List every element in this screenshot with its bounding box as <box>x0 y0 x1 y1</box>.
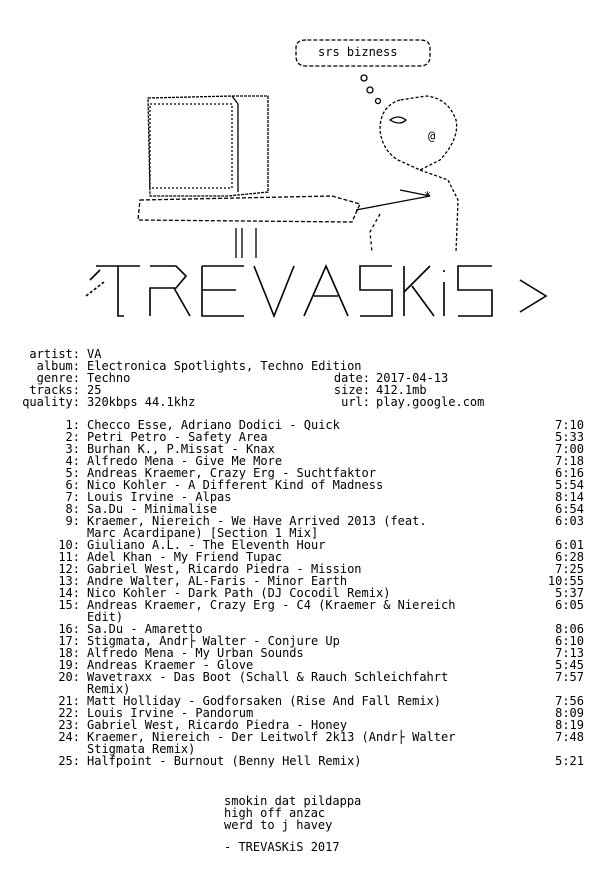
track-title: Sa.Du - Minimalise <box>87 502 218 516</box>
track-duration: 10:55 <box>547 574 584 588</box>
track-title: Alfredo Mena - Give Me More <box>87 454 283 468</box>
size-value: 412.1mb <box>376 383 427 397</box>
url-value: play.google.com <box>376 395 485 409</box>
trevaskis-logo <box>86 266 546 316</box>
track-number: 7: <box>65 490 80 504</box>
track-row <box>0 599 600 623</box>
track-number: 23: <box>58 718 80 732</box>
track-duration: 8:09 <box>555 706 584 720</box>
track-title: Halfpoint - Burnout (Benny Hell Remix) <box>87 754 362 768</box>
track-title: Kraemer, Niereich - We Have Arrived 2013 (feat. Marc Acardipane) [Section 1 Mix] <box>87 514 427 540</box>
person-head <box>380 96 457 170</box>
track-duration: 7:25 <box>555 562 584 576</box>
track-duration: 6:16 <box>555 466 584 480</box>
track-row <box>0 515 600 539</box>
track-number: 2: <box>65 430 80 444</box>
track-duration: 5:37 <box>555 586 584 600</box>
track-number: 24: <box>58 730 80 744</box>
track-duration: 6:10 <box>555 634 584 648</box>
track-title: Gabriel West, Ricardo Piedra - Honey <box>87 718 348 732</box>
track-title: Alfredo Mena - My Urban Sounds <box>87 646 304 660</box>
tracks-label: tracks: <box>29 383 80 397</box>
track-row <box>0 731 600 755</box>
track-title: Andreas Kraemer, Crazy Erg - Suchtfaktor <box>87 466 376 480</box>
track-duration: 7:13 <box>555 646 584 660</box>
track-number: 8: <box>65 502 80 516</box>
url-label: url: <box>341 395 370 409</box>
person-body <box>420 170 458 252</box>
speech-bubble-text: srs bizness <box>318 45 398 59</box>
track-title: Wavetraxx - Das Boot (Schall & Rauch Schleichfahrt Remix) <box>87 670 449 696</box>
track-number: 20: <box>58 670 80 684</box>
track-title: Andreas Kraemer, Crazy Erg - C4 (Kraemer & Niereich Edit) <box>87 598 456 624</box>
album-value: Electronica Spotlights, Techno Edition <box>87 359 362 373</box>
quality-value: 320kbps 44.1khz <box>87 395 196 409</box>
track-title: Stigmata, Andr├ Walter - Conjure Up <box>87 634 340 648</box>
track-duration: 8:06 <box>555 622 584 636</box>
tracks-value: 25 <box>87 383 102 397</box>
track-duration: 7:57 <box>555 670 584 684</box>
track-title: Louis Irvine - Alpas <box>87 490 232 504</box>
track-duration: 5:45 <box>555 658 584 672</box>
quality-label: quality: <box>22 395 80 409</box>
track-title: Nico Kohler - A Different Kind of Madness <box>87 478 384 492</box>
track-title: Andreas Kraemer - Glove <box>87 658 254 672</box>
genre-value: Techno <box>87 371 131 385</box>
track-number: 19: <box>58 658 80 672</box>
footer-line-3: werd to j havey <box>224 818 333 832</box>
track-duration: 6:03 <box>555 514 584 528</box>
track-number: 6: <box>65 478 80 492</box>
track-title: Adel Khan - My Friend Tupac <box>87 550 283 564</box>
track-title: Burhan K., P.Missat - Knax <box>87 442 275 456</box>
track-row <box>0 671 600 695</box>
track-number: 12: <box>58 562 80 576</box>
track-number: 15: <box>58 598 80 612</box>
track-duration: 7:18 <box>555 454 584 468</box>
track-number: 18: <box>58 646 80 660</box>
track-row <box>0 755 600 767</box>
track-number: 14: <box>58 586 80 600</box>
track-number: 22: <box>58 706 80 720</box>
track-duration: 6:28 <box>555 550 584 564</box>
track-number: 21: <box>58 694 80 708</box>
track-duration: 6:54 <box>555 502 584 516</box>
ascii-art-illustration <box>0 0 600 345</box>
track-title: Matt Holliday - Godforsaken (Rise And Fall Remix) <box>87 694 442 708</box>
track-number: 3: <box>65 442 80 456</box>
keyboard <box>138 196 360 222</box>
track-duration: 5:33 <box>555 430 584 444</box>
track-number: 16: <box>58 622 80 636</box>
size-label: size: <box>333 383 370 397</box>
footer-line-1: smokin dat pildappa <box>224 794 362 808</box>
track-duration: 6:05 <box>555 598 584 612</box>
track-duration: 8:19 <box>555 718 584 732</box>
track-title: Sa.Du - Amaretto <box>87 622 203 636</box>
genre-label: genre: <box>36 371 80 385</box>
date-value: 2017-04-13 <box>376 371 449 385</box>
track-duration: 5:54 <box>555 478 584 492</box>
track-duration: 7:10 <box>555 418 584 432</box>
track-number: 1: <box>65 418 80 432</box>
track-duration: 8:14 <box>555 490 584 504</box>
track-number: 13: <box>58 574 80 588</box>
track-title: Louis Irvine - Pandorum <box>87 706 254 720</box>
artist-label: artist: <box>29 347 80 361</box>
artist-value: VA <box>87 347 102 361</box>
monitor <box>148 96 268 196</box>
track-title: Nico Kohler - Dark Path (DJ Cocodil Remix) <box>87 586 391 600</box>
track-number: 17: <box>58 634 80 648</box>
track-number: 5: <box>65 466 80 480</box>
track-title: Giuliano A.L. - The Eleventh Hour <box>87 538 326 552</box>
track-duration: 7:00 <box>555 442 584 456</box>
track-duration: 7:56 <box>555 694 584 708</box>
track-duration: 6:01 <box>555 538 584 552</box>
track-title: Petri Petro - Safety Area <box>87 430 268 444</box>
track-title: Andre Walter, AL-Faris - Minor Earth <box>87 574 348 588</box>
svg-text:*: * <box>424 189 432 203</box>
track-title: Gabriel West, Ricardo Piedra - Mission <box>87 562 362 576</box>
album-label: album: <box>36 359 80 373</box>
track-title: Checco Esse, Adriano Dodici - Quick <box>87 418 340 432</box>
svg-text:@: @ <box>428 129 436 143</box>
track-duration: 7:48 <box>555 730 584 744</box>
track-duration: 5:21 <box>555 754 584 768</box>
track-title: Kraemer, Niereich - Der Leitwolf 2k13 (Andr├ Walter Stigmata Remix) <box>87 730 456 756</box>
date-label: date: <box>333 371 370 385</box>
track-number: 10: <box>58 538 80 552</box>
track-number: 9: <box>65 514 80 528</box>
footer-line-2: high off anzac <box>224 806 326 820</box>
track-number: 11: <box>58 550 80 564</box>
track-number: 25: <box>58 754 80 768</box>
footer-signature: - TREVASKiS 2017 <box>224 840 340 854</box>
track-number: 4: <box>65 454 80 468</box>
